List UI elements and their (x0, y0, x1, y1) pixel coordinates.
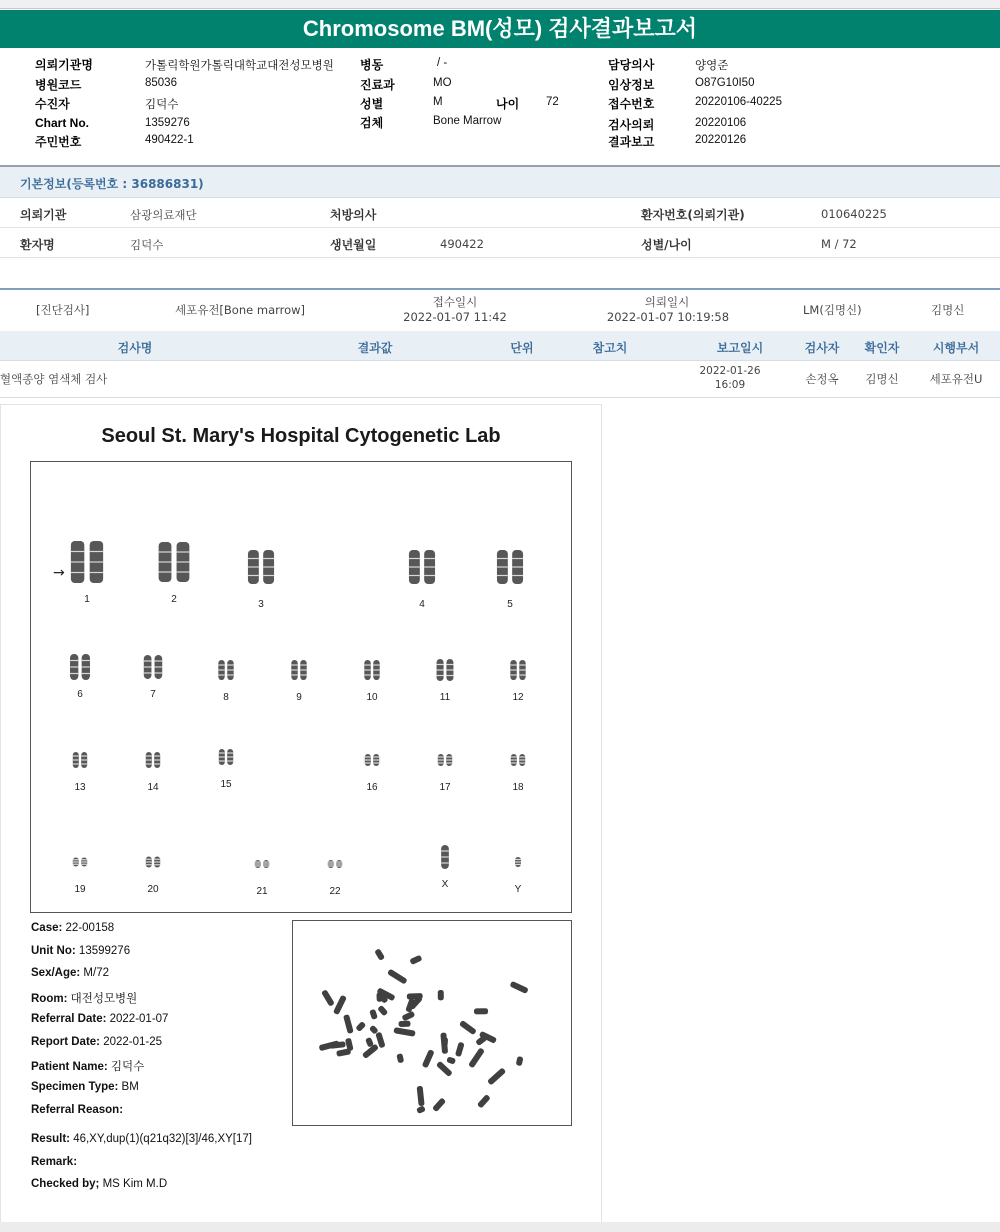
header-value: 양영준 (695, 60, 729, 72)
lm-name: LM(김명신) (803, 303, 862, 317)
header-label: 진료과 (360, 78, 395, 92)
karyotype-label: 2 (171, 594, 177, 605)
header-value: 85036 (145, 77, 177, 89)
metaphase-chromosome (369, 1009, 378, 1020)
sex-age-value: M / 72 (821, 237, 857, 251)
report-date-cell: 2022-01-26 (699, 365, 761, 377)
header-label: 검사의뢰 (608, 118, 655, 132)
karyotype-label: 6 (77, 689, 83, 700)
window-top-strip (0, 0, 1000, 9)
doctor-label: 처방의사 (330, 208, 377, 222)
diagnosis-row (0, 290, 1000, 330)
referral-reason-field: Referral Reason: (31, 1104, 124, 1116)
metaphase-chromosome (477, 1094, 491, 1109)
karyotype-label: Y (514, 884, 522, 895)
referral-date-field: Referral Date: 2022-01-07 (31, 1013, 169, 1025)
header-value: 20220126 (695, 134, 747, 146)
header-label: 검체 (360, 116, 384, 130)
metaphase-chromosome (396, 1053, 404, 1063)
col-verifier: 확인자 (864, 341, 900, 355)
sex-age-field: Sex/Age: M/72 (31, 967, 109, 979)
karyotype-label: 10 (366, 692, 378, 703)
arrow-right-icon: → (53, 565, 65, 581)
dept-cell: 세포유전U (929, 372, 983, 386)
karyotype-label: X (441, 879, 449, 890)
metaphase-chromosome (398, 1021, 410, 1027)
received-label: 접수일시 (432, 295, 478, 309)
karyotype-label: 1 (84, 594, 90, 605)
room-field: Room: 대전성모병원 (31, 993, 138, 1005)
header-value: O87G10I50 (695, 77, 755, 89)
karyotype-label: 19 (74, 884, 86, 895)
karyotype-label: 8 (223, 692, 229, 703)
header-label: 담당의사 (608, 58, 655, 72)
metaphase-chromosome (401, 1011, 415, 1022)
metaphase-chromosome (442, 1037, 449, 1047)
karyotype-label: 22 (329, 886, 341, 897)
requested-value: 2022-01-07 10:19:58 (606, 310, 730, 324)
header-value: 김덕수 (145, 99, 179, 111)
header-value: 490422-1 (145, 134, 194, 146)
karyotype-label: 3 (258, 599, 264, 610)
karyotype-label: 5 (507, 599, 513, 610)
metaphase-chromosome (393, 1027, 415, 1037)
metaphase-chromosome (432, 1097, 446, 1112)
org-value: 삼광의료재단 (130, 208, 197, 222)
specimen-field: Specimen Type: BM (31, 1081, 139, 1093)
report-date-field: Report Date: 2022-01-25 (31, 1036, 163, 1048)
patient-id-label: 환자번호(의뢰기관) (641, 208, 745, 222)
sex-age-label: 성별/나이 (641, 238, 692, 252)
header-value: M (433, 96, 443, 108)
dob-value: 490422 (440, 237, 484, 251)
metaphase-chromosome (487, 1067, 506, 1085)
report-header (0, 50, 1000, 165)
karyotype-label: 15 (220, 779, 232, 790)
patient-id-value: 010640225 (821, 207, 887, 221)
basic-info-row (0, 198, 1000, 228)
tester-cell: 손정옥 (805, 372, 839, 386)
report-time-cell: 16:09 (714, 379, 746, 391)
header-label: Chart No. (35, 116, 89, 130)
metaphase-chromosome (422, 1049, 435, 1068)
metaphase-chromosome (417, 1086, 425, 1107)
metaphase-chromosome (407, 993, 423, 1000)
basic-info-row (0, 228, 1000, 258)
header-label: 임상정보 (608, 78, 655, 92)
case-field: Case: 22-00158 (31, 922, 115, 934)
karyotype-label: 12 (512, 692, 524, 703)
header-value: / - (437, 57, 448, 69)
metaphase-chromosome (438, 990, 444, 1000)
karyotype-label: 7 (150, 689, 156, 700)
basic-info-title: 기본정보(등록번호 : 36886831) (20, 177, 204, 191)
col-dept: 시행부서 (932, 341, 980, 355)
metaphase-chromosome (319, 1040, 340, 1051)
header-value: Bone Marrow (433, 115, 502, 127)
basic-info-header (0, 167, 1000, 198)
lm-person: 김명신 (931, 303, 965, 317)
header-label: 주민번호 (35, 135, 82, 149)
header-label: 의뢰기관명 (35, 58, 93, 72)
name-label: 환자명 (20, 238, 55, 252)
lab-title: Seoul St. Mary's Hospital Cytogenetic Lab (101, 425, 501, 447)
col-reference: 참고치 (592, 341, 628, 355)
metaphase-chromosome (455, 1042, 465, 1057)
karyotype-label: 9 (296, 692, 302, 703)
header-label: 병원코드 (35, 78, 82, 92)
metaphase-chromosome (516, 1056, 524, 1066)
metaphase-chromosome (468, 1047, 485, 1068)
header-value: 1359276 (145, 117, 190, 129)
received-value: 2022-01-07 11:42 (403, 310, 507, 324)
header-label: 병동 (360, 58, 384, 72)
requested-label: 의뢰일시 (644, 295, 690, 309)
col-unit: 단위 (510, 341, 534, 355)
header-value: 20220106 (695, 117, 747, 129)
metaphase-chromosome (321, 989, 335, 1007)
karyotype-label: 18 (512, 782, 524, 793)
karyotype-label: 11 (439, 692, 451, 703)
verifier-cell: 김명신 (865, 372, 899, 386)
table-row[interactable] (0, 361, 1000, 398)
name-value: 김덕수 (130, 238, 164, 252)
metaphase-chromosome (409, 955, 422, 965)
header-label: 성별 (360, 97, 384, 111)
col-report-date: 보고일시 (716, 341, 764, 355)
report-title: Chromosome BM(성모) 검사결과보고서 (0, 10, 1000, 48)
karyotype-label: 4 (419, 599, 425, 610)
karyotype-label: 17 (439, 782, 451, 793)
result-field: Result: 46,XY,dup(1)(q21q32)[3]/46,XY[17] (31, 1133, 252, 1145)
header-label: 결과보고 (608, 135, 655, 149)
metaphase-chromosome (377, 1005, 388, 1017)
lab-report-image (0, 404, 602, 1224)
diagnosis-type: [진단검사] (36, 303, 90, 317)
metaphase-chromosome (333, 995, 347, 1015)
karyotype-label: 20 (147, 884, 159, 895)
test-name-cell: 혈액종양 염색체 검사 (0, 372, 108, 386)
unit-field: Unit No: 13599276 (31, 945, 131, 957)
metaphase-chromosome (355, 1021, 366, 1032)
metaphase-chromosome (343, 1014, 354, 1034)
metaphase-chromosome (509, 981, 528, 994)
diagnosis-dept: 세포유전[Bone marrow] (175, 303, 306, 317)
metaphase-chromosome (474, 1008, 488, 1014)
karyotype-label: 16 (366, 782, 378, 793)
metaphase-chromosome (387, 969, 408, 985)
header-label: 접수번호 (608, 97, 655, 111)
metaphase-chromosome (459, 1020, 477, 1035)
metaphase-chromosome (374, 948, 385, 961)
header-label: 나이 (496, 97, 520, 111)
col-tester: 검사자 (804, 341, 840, 355)
col-test-name: 검사명 (117, 341, 153, 355)
patient-name-field: Patient Name: 김덕수 (31, 1061, 145, 1073)
dob-label: 생년월일 (330, 238, 377, 252)
results-table-header (0, 331, 1000, 361)
header-value: MO (433, 77, 452, 89)
bottom-strip (0, 1222, 1000, 1232)
karyotype-label: 21 (256, 886, 268, 897)
metaphase-chromosome (416, 1105, 426, 1114)
col-result: 결과값 (357, 341, 393, 355)
remark-field: Remark: (31, 1156, 78, 1168)
header-value: 72 (546, 96, 559, 108)
header-value: 20220106-40225 (695, 96, 782, 108)
metaphase-spread-image (292, 920, 572, 1126)
metaphase-chromosome (446, 1056, 456, 1064)
karyotype-label: 14 (147, 782, 159, 793)
header-label: 수진자 (35, 97, 70, 111)
karyotype-label: 13 (74, 782, 86, 793)
org-label: 의뢰기관 (20, 208, 67, 222)
header-value: 가톨릭학원가톨릭대학교대전성모병원 (145, 60, 334, 72)
metaphase-chromosome (376, 992, 382, 1001)
karyotype-figure (30, 461, 572, 913)
checked-by-field: Checked by; MS Kim M.D (31, 1178, 168, 1190)
